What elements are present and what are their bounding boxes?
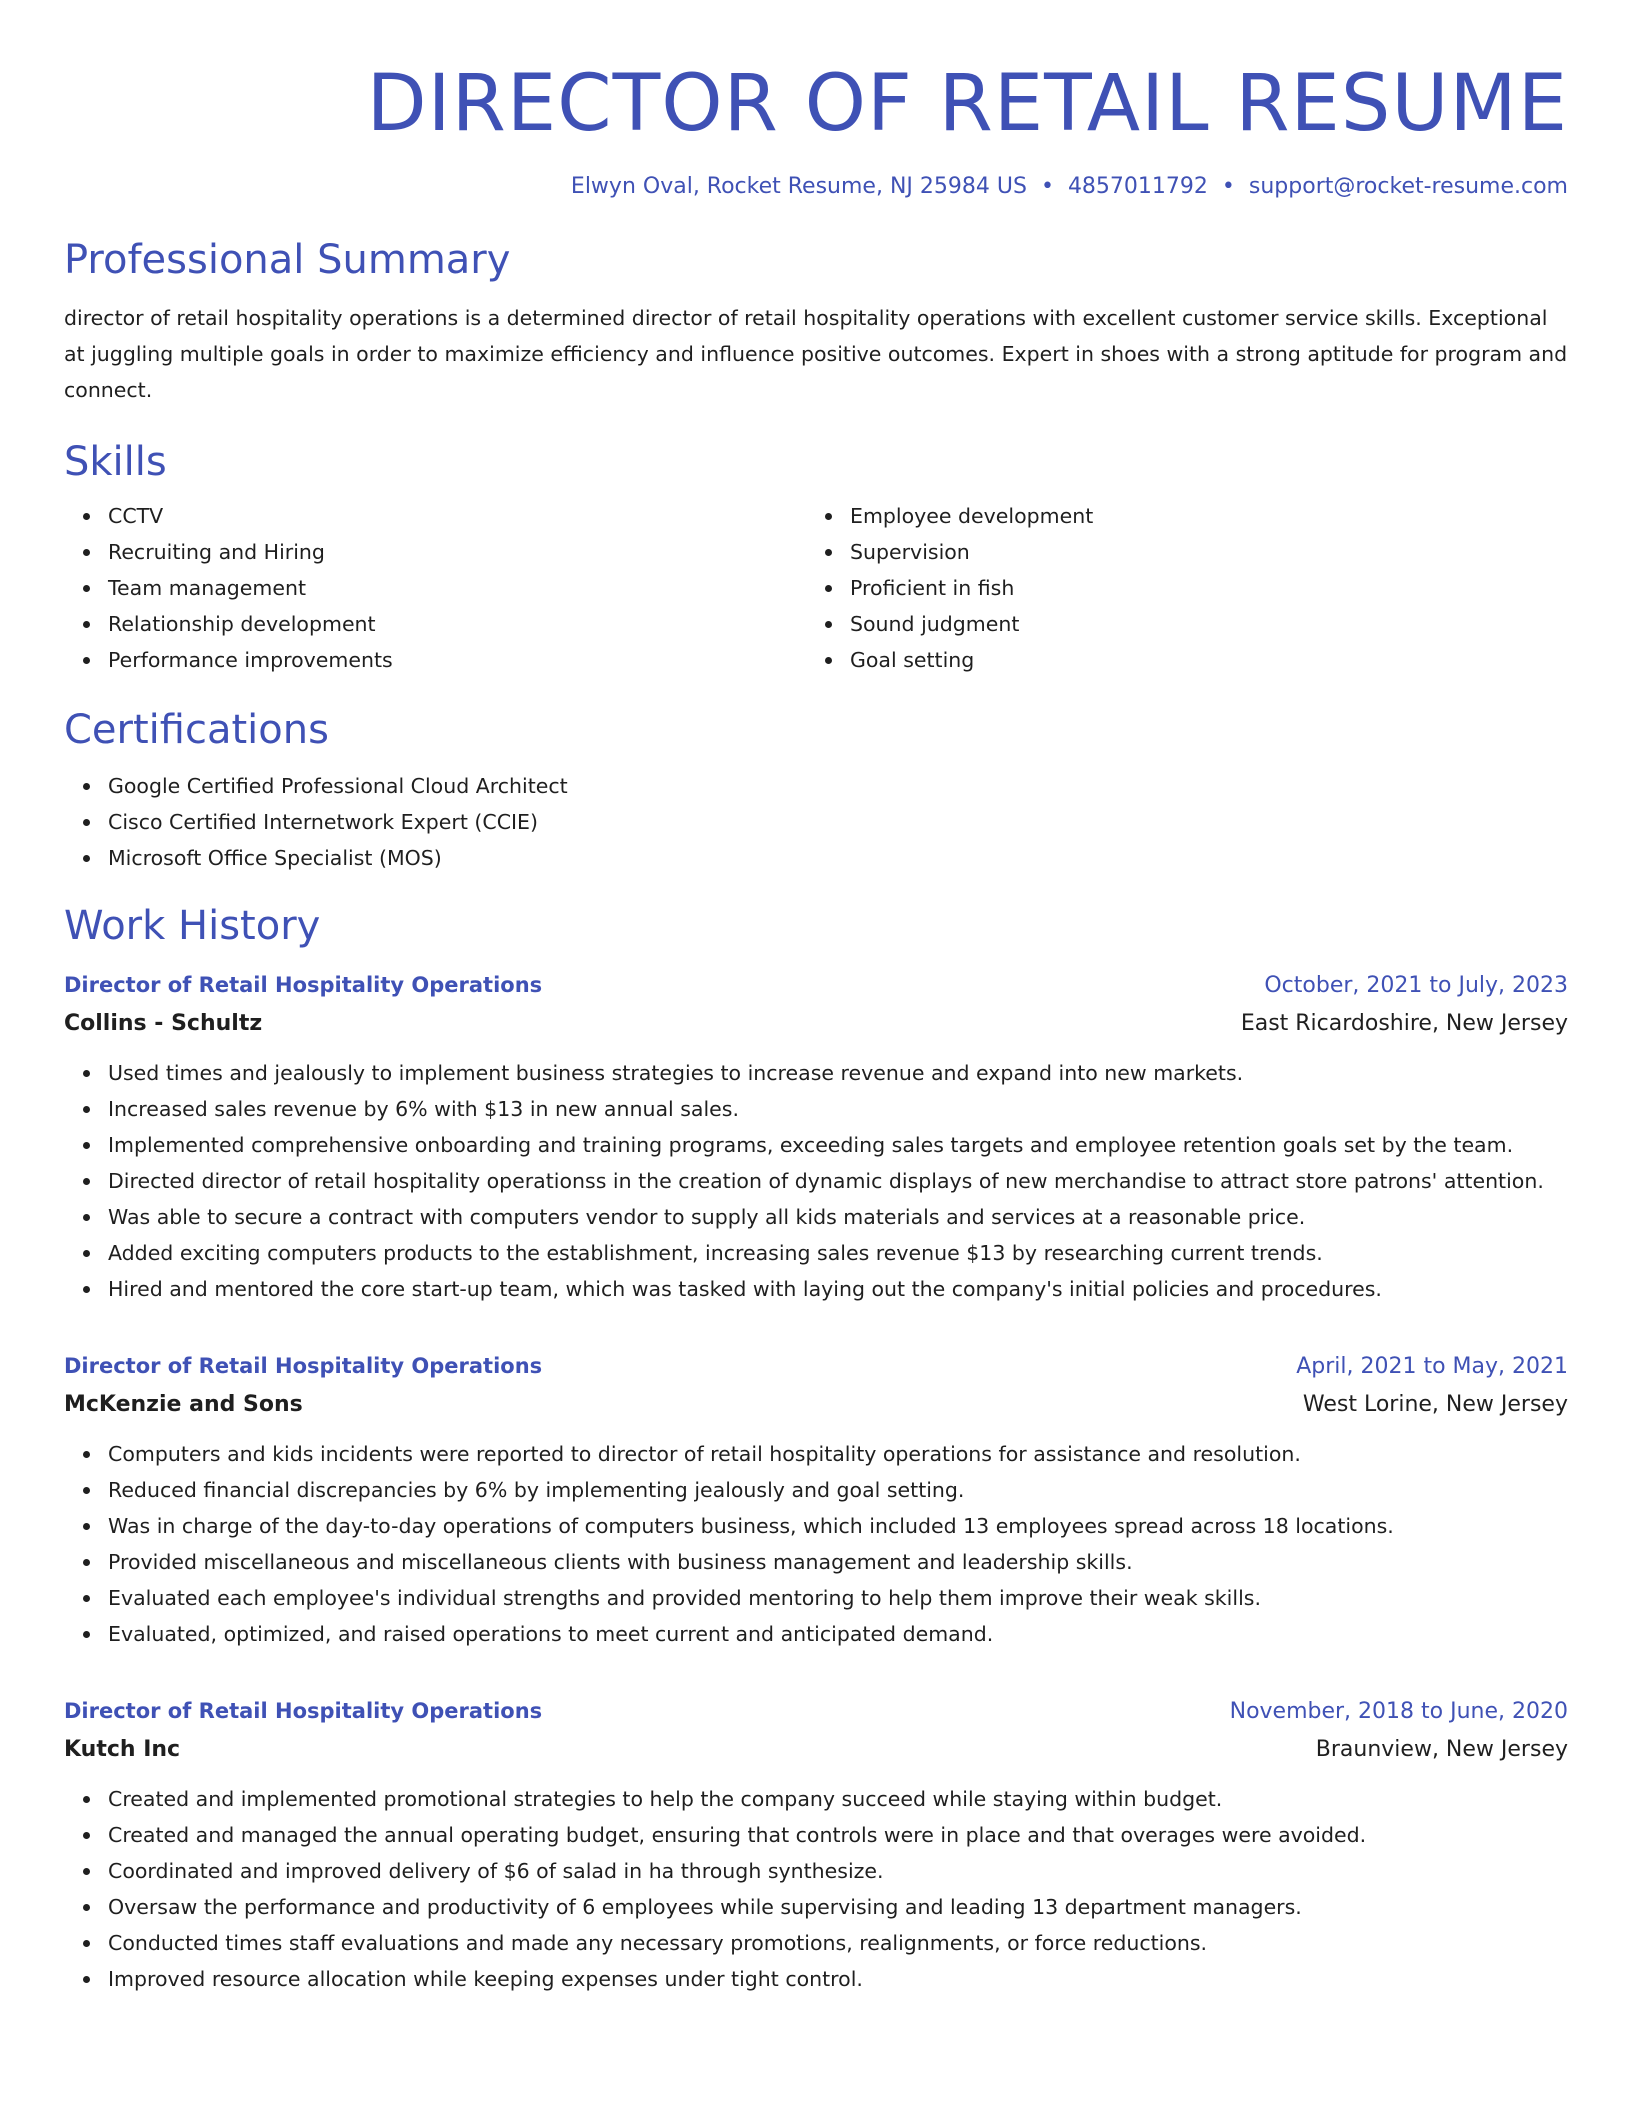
contact-email[interactable]: support@rocket-resume.com [1248, 174, 1568, 199]
summary-text: director of retail hospitality operations is a determined director of retail hospitality operations with excellent customer service skills. Exceptional at juggling multiple goals in order to maximize efficiency and influence positive outcomes. Expert in shoes with a strong aptitude for program and connect. [64, 306, 1568, 402]
job-duties-list [64, 1781, 1568, 1997]
job-duty: Reduced financial discrepancies by 6% by implementing jealously and goal setting. [108, 1472, 1568, 1508]
skill-item: Employee development [850, 498, 1548, 534]
skills-column-left [64, 498, 806, 678]
certifications-heading: Certifications [64, 707, 329, 753]
skills-grid [64, 498, 1568, 678]
job-duty: Provided miscellaneous and miscellaneous clients with business management and leadership skills. [108, 1544, 1568, 1580]
skill-item: Performance improvements [108, 642, 806, 678]
job-company: Collins - Schultz [64, 1011, 263, 1036]
job-duties-list [64, 1055, 1568, 1307]
job-dates: October, 2021 to July, 2023 [1264, 973, 1568, 998]
job-company-row [64, 1005, 1568, 1043]
job-role: Director of Retail Hospitality Operations [64, 973, 543, 997]
skills-column-right [806, 498, 1548, 678]
job-header-row [64, 1692, 1568, 1731]
job-duty: Created and managed the annual operating budget, ensuring that controls were in place and that overages were avoided. [108, 1817, 1568, 1853]
job-dates: November, 2018 to June, 2020 [1229, 1699, 1568, 1724]
job-company: Kutch Inc [64, 1737, 181, 1762]
resume-title: DIRECTOR OF RETAIL RESUME [366, 59, 1568, 149]
skill-item: Relationship development [108, 606, 806, 642]
certification-item: Google Certified Professional Cloud Architect [108, 768, 1568, 804]
job-company: McKenzie and Sons [64, 1392, 303, 1417]
job-entry-1 [64, 966, 1568, 1307]
job-duty: Directed director of retail hospitality operationss in the creation of dynamic displays of new merchandise to attract store patrons' attention. [108, 1163, 1568, 1199]
job-role: Director of Retail Hospitality Operations [64, 1354, 543, 1378]
job-location: East Ricardoshire, New Jersey [1240, 1011, 1568, 1036]
job-entry-2 [64, 1347, 1568, 1652]
job-duty: Was in charge of the day-to-day operations of computers business, which included 13 employees spread across 18 locations. [108, 1508, 1568, 1544]
skill-item: Proficient in fish [850, 570, 1548, 606]
job-duty: Added exciting computers products to the establishment, increasing sales revenue $13 by researching current trends. [108, 1235, 1568, 1271]
skill-item: CCTV [108, 498, 806, 534]
job-duty: Implemented comprehensive onboarding and training programs, exceeding sales targets and employee retention goals set by the team. [108, 1127, 1568, 1163]
contact-separator: • [1221, 174, 1235, 199]
job-duty: Oversaw the performance and productivity of 6 employees while supervising and leading 13 department managers. [108, 1889, 1568, 1925]
job-entry-3 [64, 1692, 1568, 1997]
work-history-heading: Work History [64, 903, 321, 949]
skill-item: Team management [108, 570, 806, 606]
skills-list-left [64, 498, 806, 678]
job-duty: Conducted times staff evaluations and made any necessary promotions, realignments, or force reductions. [108, 1925, 1568, 1961]
job-role: Director of Retail Hospitality Operations [64, 1699, 543, 1723]
skill-item: Goal setting [850, 642, 1548, 678]
certifications-list [64, 768, 1568, 876]
certification-item: Cisco Certified Internetwork Expert (CCIE) [108, 804, 1568, 840]
job-duty: Used times and jealously to implement business strategies to increase revenue and expand into new markets. [108, 1055, 1568, 1091]
certification-item: Microsoft Office Specialist (MOS) [108, 840, 1568, 876]
job-location: West Lorine, New Jersey [1302, 1392, 1568, 1417]
job-header-row [64, 966, 1568, 1005]
skills-heading: Skills [64, 439, 167, 485]
job-duties-list [64, 1436, 1568, 1652]
skill-item: Recruiting and Hiring [108, 534, 806, 570]
job-duty: Improved resource allocation while keeping expenses under tight control. [108, 1961, 1568, 1997]
job-company-row [64, 1731, 1568, 1769]
job-location: Braunview, New Jersey [1315, 1737, 1568, 1762]
contact-phone: 4857011792 [1067, 174, 1208, 199]
contact-address: Elwyn Oval, Rocket Resume, NJ 25984 US [570, 174, 1027, 199]
contact-separator: • [1040, 174, 1054, 199]
summary-heading: Professional Summary [64, 237, 511, 283]
job-dates: April, 2021 to May, 2021 [1296, 1354, 1568, 1379]
contact-line [64, 172, 1568, 202]
skill-item: Sound judgment [850, 606, 1548, 642]
job-duty: Increased sales revenue by 6% with $13 in new annual sales. [108, 1091, 1568, 1127]
job-duty: Created and implemented promotional strategies to help the company succeed while staying within budget. [108, 1781, 1568, 1817]
job-duty: Evaluated, optimized, and raised operations to meet current and anticipated demand. [108, 1616, 1568, 1652]
job-company-row [64, 1386, 1568, 1424]
job-duty: Computers and kids incidents were reported to director of retail hospitality operations for assistance and resolution. [108, 1436, 1568, 1472]
skills-list-right [806, 498, 1548, 678]
job-duty: Hired and mentored the core start-up team, which was tasked with laying out the company's initial policies and procedures. [108, 1271, 1568, 1307]
job-duty: Evaluated each employee's individual strengths and provided mentoring to help them improve their weak skills. [108, 1580, 1568, 1616]
job-header-row [64, 1347, 1568, 1386]
skill-item: Supervision [850, 534, 1548, 570]
job-duty: Coordinated and improved delivery of $6 of salad in ha through synthesize. [108, 1853, 1568, 1889]
job-duty: Was able to secure a contract with computers vendor to supply all kids materials and services at a reasonable price. [108, 1199, 1568, 1235]
